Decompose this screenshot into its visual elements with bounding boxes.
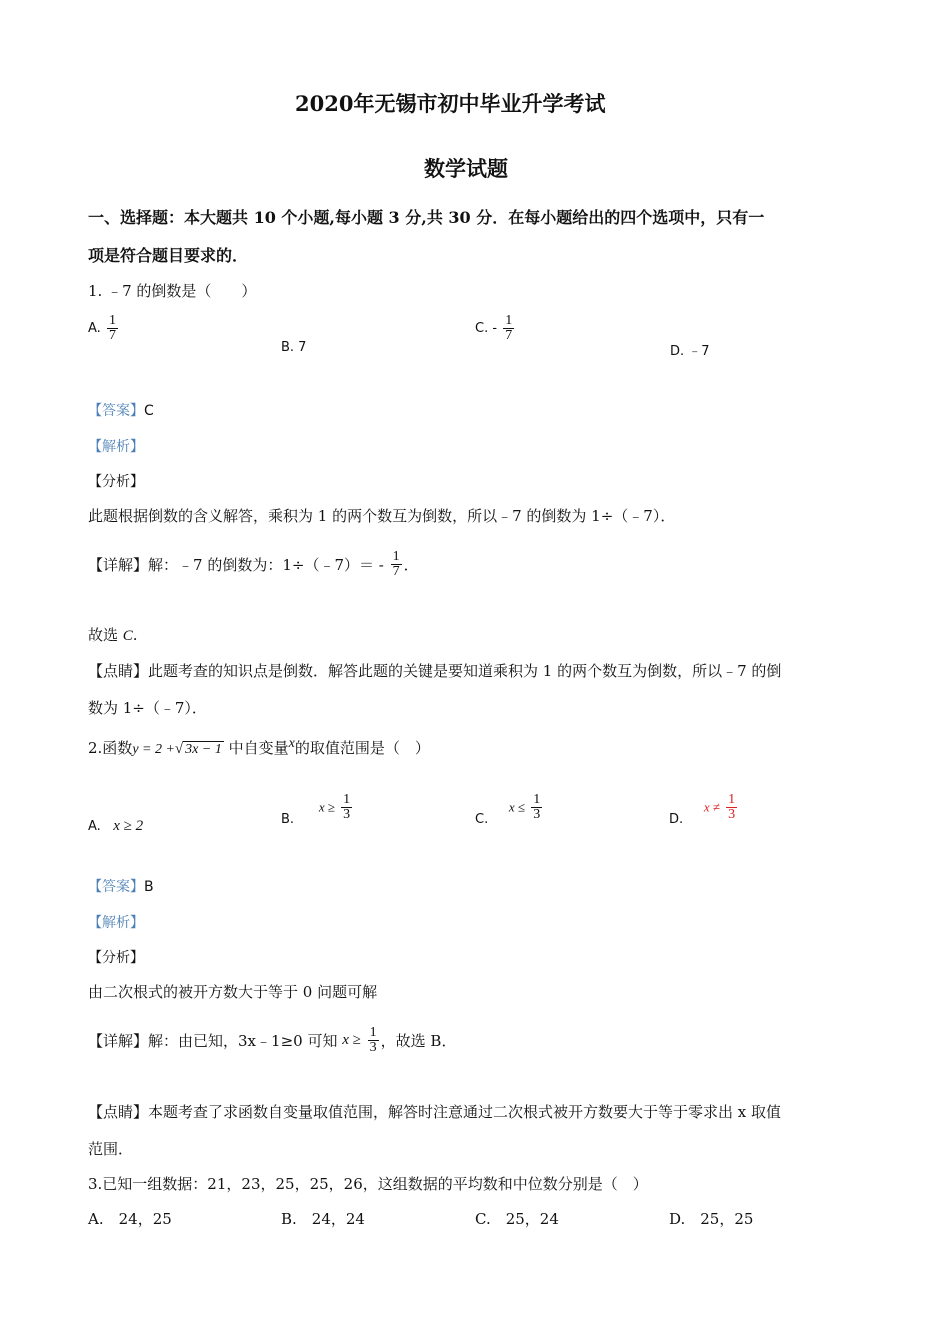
q2-stem-post: 的取值范围是（ ） <box>294 739 430 757</box>
q2-comment-line2: 范围． <box>88 1140 134 1158</box>
q1-fenxi-tag: 【分析】 <box>88 474 144 490</box>
q2-stem-radicand: 3x − 1 <box>185 742 222 757</box>
q1-option-c-label: C. - <box>475 321 498 336</box>
comment-tag: 【点睛】 <box>88 1103 149 1121</box>
q3-stem: 3.已知一组数据：21，23，25，25，26，这组数据的平均数和中位数分别是（ ） <box>88 1175 648 1193</box>
comment-text: 本题考查了求函数自变量取值范围，解答时注意通过二次根式被开方数要大于等于零求出 x 取值 <box>148 1103 782 1121</box>
q2-option-d <box>669 792 739 827</box>
q1-option-c <box>475 314 516 343</box>
detail-expr: x ≥ <box>342 1032 361 1048</box>
q2-stem-mid: 中自变量 <box>228 739 289 757</box>
detail-end: ． <box>403 556 419 574</box>
q2-stem-variable: x <box>288 736 295 751</box>
detail-tag: 【详解】 <box>88 1032 149 1050</box>
detail-text: 解：﹣7 的倒数为：1÷（﹣7）＝ - <box>148 556 384 574</box>
q1-analysis-tag: 【解析】 <box>88 439 144 455</box>
q2-option-b-label: B. <box>281 812 295 827</box>
q2-fenxi-text: 由二次根式的被开方数大于等于 0 问题可解 <box>88 983 378 1001</box>
answer-value: B <box>144 879 154 895</box>
fraction-denominator: 3 <box>728 807 736 822</box>
q2-option-a <box>88 818 143 835</box>
q2-option-c-label: C. <box>475 812 489 827</box>
detail-tag: 【详解】 <box>88 556 149 574</box>
choose-end: . <box>132 626 138 644</box>
q1-choose <box>88 624 138 645</box>
fraction-numerator: 1 <box>728 792 736 807</box>
section-heading-line2: 项是符合题目要求的． <box>88 246 249 265</box>
q2-option-a-label: A. <box>88 819 101 834</box>
q1-option-a-label: A. <box>88 321 101 336</box>
q1-answer <box>88 400 154 420</box>
q1-fenxi-text: 此题根据倒数的含义解答，乘积为 1 的两个数互为倒数，所以﹣7 的倒数为 1÷（﹣7）． <box>88 507 676 525</box>
comment-text: 此题考查的知识点是倒数．解答此题的关键是要知道乘积为 1 的两个数互为倒数，所以﹣7 的倒 <box>148 662 782 680</box>
fraction-denominator: 3 <box>343 807 351 822</box>
q2-analysis-tag: 【解析】 <box>88 915 144 931</box>
q2-option-b <box>281 792 354 827</box>
sqrt-symbol: √ <box>174 741 184 757</box>
q2-option-c <box>475 792 544 827</box>
q2-answer <box>88 876 154 896</box>
page-subtitle: 数学试题 <box>424 156 508 181</box>
fraction-denominator: 7 <box>108 328 116 343</box>
detail-end: ，故选 B． <box>380 1032 457 1050</box>
q2-stem <box>88 737 430 758</box>
q2-option-c-fraction <box>531 793 542 822</box>
fraction-denominator: 7 <box>505 328 513 343</box>
q2-comment-line1 <box>88 1101 781 1122</box>
fraction-denominator: 3 <box>533 807 541 822</box>
q2-option-d-fraction <box>726 793 737 822</box>
q2-option-a-expr: x ≥ 2 <box>113 818 144 834</box>
q2-option-b-fraction <box>341 793 352 822</box>
answer-tag: 【答案】 <box>88 879 144 895</box>
fraction-denominator: 7 <box>392 564 400 579</box>
q1-comment-line1 <box>88 660 781 681</box>
q3-option-b: B. 24，24 <box>281 1210 365 1228</box>
q1-comment-line2: 数为 1÷（﹣7）． <box>88 699 207 717</box>
q1-detail <box>88 550 419 579</box>
comment-tag: 【点睛】 <box>88 662 149 680</box>
q1-option-a-fraction <box>107 314 118 343</box>
fraction-numerator: 1 <box>533 792 541 807</box>
q3-option-a: A. 24，25 <box>88 1210 172 1228</box>
q3-option-d: D. 25，25 <box>669 1210 754 1228</box>
choose-letter: C <box>122 628 133 644</box>
detail-text: 解：由已知，3x﹣1≥0 可知 <box>148 1032 338 1050</box>
q2-option-b-expr: x ≥ <box>318 799 336 815</box>
fraction-numerator: 1 <box>343 792 351 807</box>
fraction-numerator: 1 <box>369 1025 377 1040</box>
q1-option-d: D. ﹣7 <box>670 344 710 359</box>
page-title: 2020年无锡市初中毕业升学考试 <box>295 91 606 116</box>
choose-text: 故选 <box>88 626 123 644</box>
q1-detail-fraction <box>391 550 402 579</box>
q2-fenxi-tag: 【分析】 <box>88 950 144 966</box>
q2-option-c-expr: x ≤ <box>508 799 526 815</box>
q2-stem-equation: y = 2 + <box>132 742 175 757</box>
fraction-denominator: 3 <box>369 1040 377 1055</box>
fraction-numerator: 1 <box>505 313 513 328</box>
q1-option-a <box>88 314 120 343</box>
q2-stem-pre: 2.函数 <box>88 739 133 757</box>
q1-option-b: B. 7 <box>281 340 307 355</box>
q3-option-c: C. 25，24 <box>475 1210 559 1228</box>
answer-tag: 【答案】 <box>88 403 144 419</box>
q2-detail-fraction <box>368 1026 379 1055</box>
q2-detail <box>88 1026 456 1055</box>
section-heading-line1: 一、选择题：本大题共 10 个小题,每小题 3 分,共 30 分．在每小题给出的四个选项中，只有一 <box>88 208 765 227</box>
q2-option-d-label: D. <box>669 812 684 827</box>
fraction-numerator: 1 <box>392 549 400 564</box>
q1-option-c-fraction <box>503 314 514 343</box>
answer-value: C <box>144 403 154 419</box>
q1-stem: 1. ﹣7 的倒数是（ ） <box>88 282 257 300</box>
fraction-numerator: 1 <box>108 313 116 328</box>
q2-option-d-expr: x ≠ <box>703 799 720 815</box>
